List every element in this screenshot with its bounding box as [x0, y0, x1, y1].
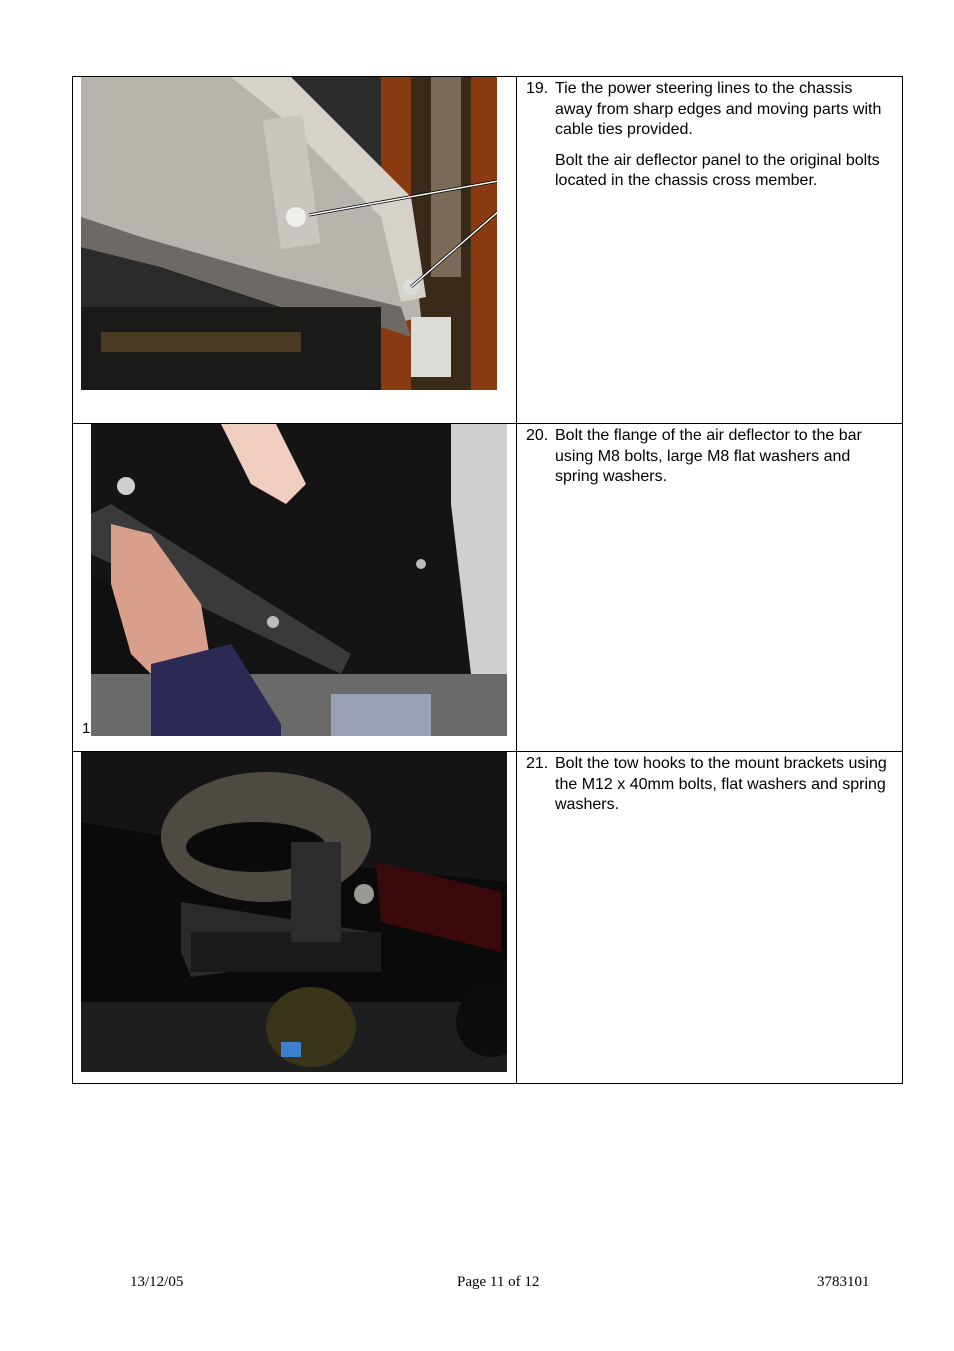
- photo-cell-20: [73, 424, 517, 752]
- footer-document-number: 3783101: [817, 1274, 870, 1290]
- text-cell-19: [517, 77, 903, 424]
- photo-cell-19: [73, 77, 517, 424]
- step-text: Bolt the tow hooks to the mount brackets using the M12 x 40mm bolts, flat washers and spring washers.: [555, 755, 887, 813]
- step-row-19: [73, 77, 903, 424]
- footer-page-number: Page 11 of 12: [457, 1274, 540, 1290]
- stray-label: 1: [82, 720, 91, 737]
- step-row-21: [73, 752, 903, 1084]
- step-19-extra: Bolt the air deflector panel to the original bolts located in the chassis cross member.: [555, 151, 880, 189]
- text-cell-20: [517, 424, 903, 752]
- step-number: 19.: [526, 80, 549, 97]
- footer-date: 13/12/05: [130, 1274, 184, 1290]
- step-row-20: [73, 424, 903, 752]
- step-19: [526, 79, 894, 141]
- photo-chassis-power-steering: [81, 77, 497, 390]
- step-21: [526, 754, 894, 816]
- photo-tow-hook: [81, 752, 507, 1072]
- step-number: 20.: [526, 427, 549, 444]
- text-cell-21: [517, 752, 903, 1084]
- instruction-table: [72, 76, 903, 1084]
- step-number: 21.: [526, 755, 549, 772]
- step-text: Tie the power steering lines to the chassis away from sharp edges and moving parts with cable ties provided.: [555, 80, 882, 138]
- step-text: Bolt the flange of the air deflector to the bar using M8 bolts, large M8 flat washers and spring washers.: [555, 427, 862, 485]
- photo-air-deflector-flange: [91, 424, 507, 736]
- photo-cell-21: [73, 752, 517, 1084]
- step-20: [526, 426, 894, 488]
